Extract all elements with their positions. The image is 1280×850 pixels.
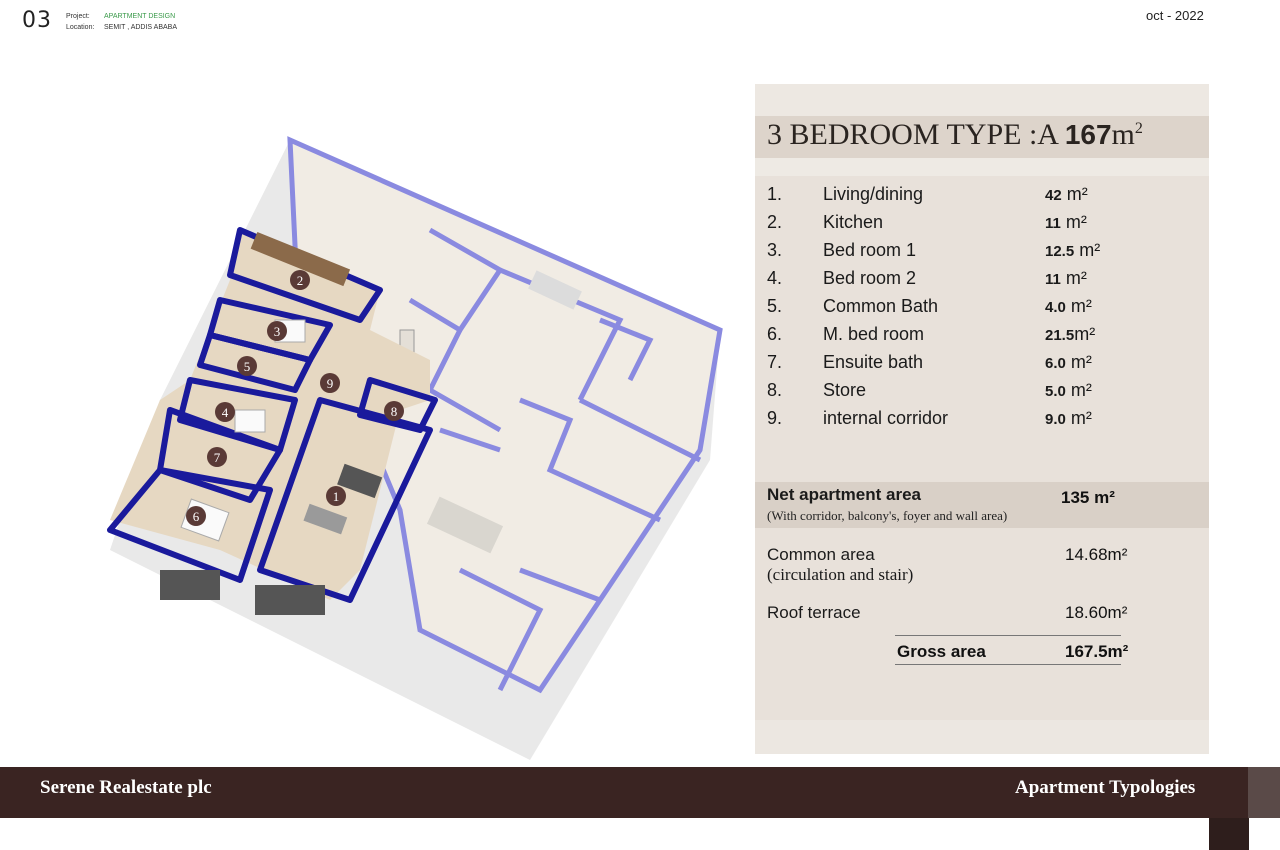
room-area-unit: m² <box>1065 212 1087 232</box>
net-area-bar <box>755 482 1209 528</box>
room-name: Common Bath <box>823 296 939 316</box>
room-item <box>767 296 1197 324</box>
plan-marker-1-label: 1 <box>332 489 340 504</box>
roof-terrace-value: 18.60m² <box>1065 603 1128 622</box>
room-number: 6. <box>767 324 783 344</box>
company-name: Serene Realestate plc <box>40 777 212 798</box>
footer-tab <box>1248 767 1280 818</box>
room-number: 9. <box>767 408 783 428</box>
gross-top-rule <box>895 635 1121 636</box>
project-meta <box>66 11 177 33</box>
plan-marker-2-label: 2 <box>296 273 304 288</box>
common-area-label: Common area <box>767 545 875 564</box>
common-area-note: (circulation and stair) <box>767 565 914 584</box>
room-area-unit: m² <box>1070 408 1092 428</box>
room-area-value: 9.0 <box>1045 411 1066 428</box>
room-number: 5. <box>767 296 783 316</box>
plan-marker-8-label: 8 <box>390 404 398 419</box>
room-area-value: 11 <box>1045 271 1061 288</box>
room-name: Living/dining <box>823 184 924 204</box>
room-number: 4. <box>767 268 783 288</box>
common-area-value: 14.68m² <box>1065 545 1128 564</box>
plan-marker-6-label: 6 <box>192 509 200 524</box>
room-area <box>1045 184 1088 205</box>
room-area <box>1045 352 1092 373</box>
room-name: Bed room 2 <box>823 268 917 288</box>
unit-title-unit: m <box>1111 118 1135 151</box>
room-area-value: 5.0 <box>1045 383 1066 400</box>
room-area-value: 11 <box>1045 215 1061 232</box>
gross-area-label: Gross area <box>897 642 986 661</box>
room-item <box>767 352 1197 380</box>
room-number: 8. <box>767 380 783 400</box>
project-label: Project: <box>66 13 90 20</box>
panel-top-band <box>755 84 1209 116</box>
room-name: internal corridor <box>823 408 949 428</box>
room-name: Ensuite bath <box>823 352 924 372</box>
room-item <box>767 240 1197 268</box>
room-number: 7. <box>767 352 783 372</box>
location-label: Location: <box>66 24 95 31</box>
net-area-label: Net apartment area <box>767 485 922 504</box>
room-area-unit: m² <box>1079 240 1101 260</box>
net-area-value: 135 m² <box>1061 488 1115 507</box>
room-item <box>767 380 1197 408</box>
room-list <box>767 184 1197 436</box>
corner-block <box>1209 818 1249 850</box>
room-area-value: 6.0 <box>1045 355 1066 372</box>
room-area-unit: m² <box>1066 184 1088 204</box>
footer-bar <box>0 767 1248 818</box>
room-name: M. bed room <box>823 324 925 344</box>
floor-plan-illustration <box>100 130 740 770</box>
room-number: 2. <box>767 212 783 232</box>
unit-title-prefix: 3 BEDROOM TYPE :A <box>767 118 1065 151</box>
project-value: APARTMENT DESIGN <box>104 13 176 20</box>
plan-bed-2 <box>235 410 265 432</box>
room-area-unit: m² <box>1074 324 1096 344</box>
panel-gap-band <box>755 158 1209 176</box>
plan-marker-5-label: 5 <box>243 359 251 374</box>
roof-terrace-label: Roof terrace <box>767 603 861 622</box>
title-bar <box>755 116 1209 158</box>
room-item <box>767 408 1197 436</box>
section-title: Apartment Typologies <box>1015 777 1196 798</box>
plan-marker-4-label: 4 <box>221 405 229 420</box>
room-area <box>1045 240 1100 261</box>
room-area <box>1045 324 1095 345</box>
room-item <box>767 268 1197 296</box>
room-area-unit: m² <box>1070 296 1092 316</box>
date-label: oct - 2022 <box>1146 8 1204 23</box>
room-area-unit: m² <box>1070 352 1092 372</box>
room-name: Kitchen <box>823 212 884 232</box>
room-area-value: 21.5 <box>1045 327 1075 344</box>
unit-title <box>767 118 1143 152</box>
room-area <box>1045 296 1092 317</box>
room-area <box>1045 212 1087 233</box>
plan-marker-7-label: 7 <box>213 450 221 465</box>
room-area-unit: m² <box>1065 268 1087 288</box>
unit-title-number: 167 <box>1064 119 1112 150</box>
area-schedule-panel <box>755 84 1209 754</box>
room-area-unit: m² <box>1070 380 1092 400</box>
plan-balcony-left <box>160 570 220 600</box>
plan-balcony-main <box>255 585 325 615</box>
net-area-note: (With corridor, balcony's, foyer and wall area) <box>767 508 1008 523</box>
gross-bottom-rule <box>895 664 1121 665</box>
unit-title-sup: 2 <box>1134 120 1143 137</box>
plan-marker-3-label: 3 <box>273 324 281 339</box>
plan-marker-9-label: 9 <box>326 376 334 391</box>
page-number: 03 <box>22 8 52 33</box>
room-area <box>1045 380 1092 401</box>
panel-bottom-band <box>755 720 1209 754</box>
gross-area-value: 167.5m² <box>1065 642 1129 661</box>
room-number: 1. <box>767 184 783 204</box>
room-name: Store <box>823 380 867 400</box>
room-area <box>1045 408 1092 429</box>
room-area-value: 4.0 <box>1045 299 1066 316</box>
room-name: Bed room 1 <box>823 240 917 260</box>
room-number: 3. <box>767 240 783 260</box>
room-area-value: 42 <box>1045 187 1062 204</box>
room-area <box>1045 268 1087 289</box>
room-item <box>767 324 1197 352</box>
room-item <box>767 212 1197 240</box>
room-item <box>767 184 1197 212</box>
location-value: SEMIT , ADDIS ABABA <box>104 24 178 31</box>
room-area-value: 12.5 <box>1045 243 1075 260</box>
